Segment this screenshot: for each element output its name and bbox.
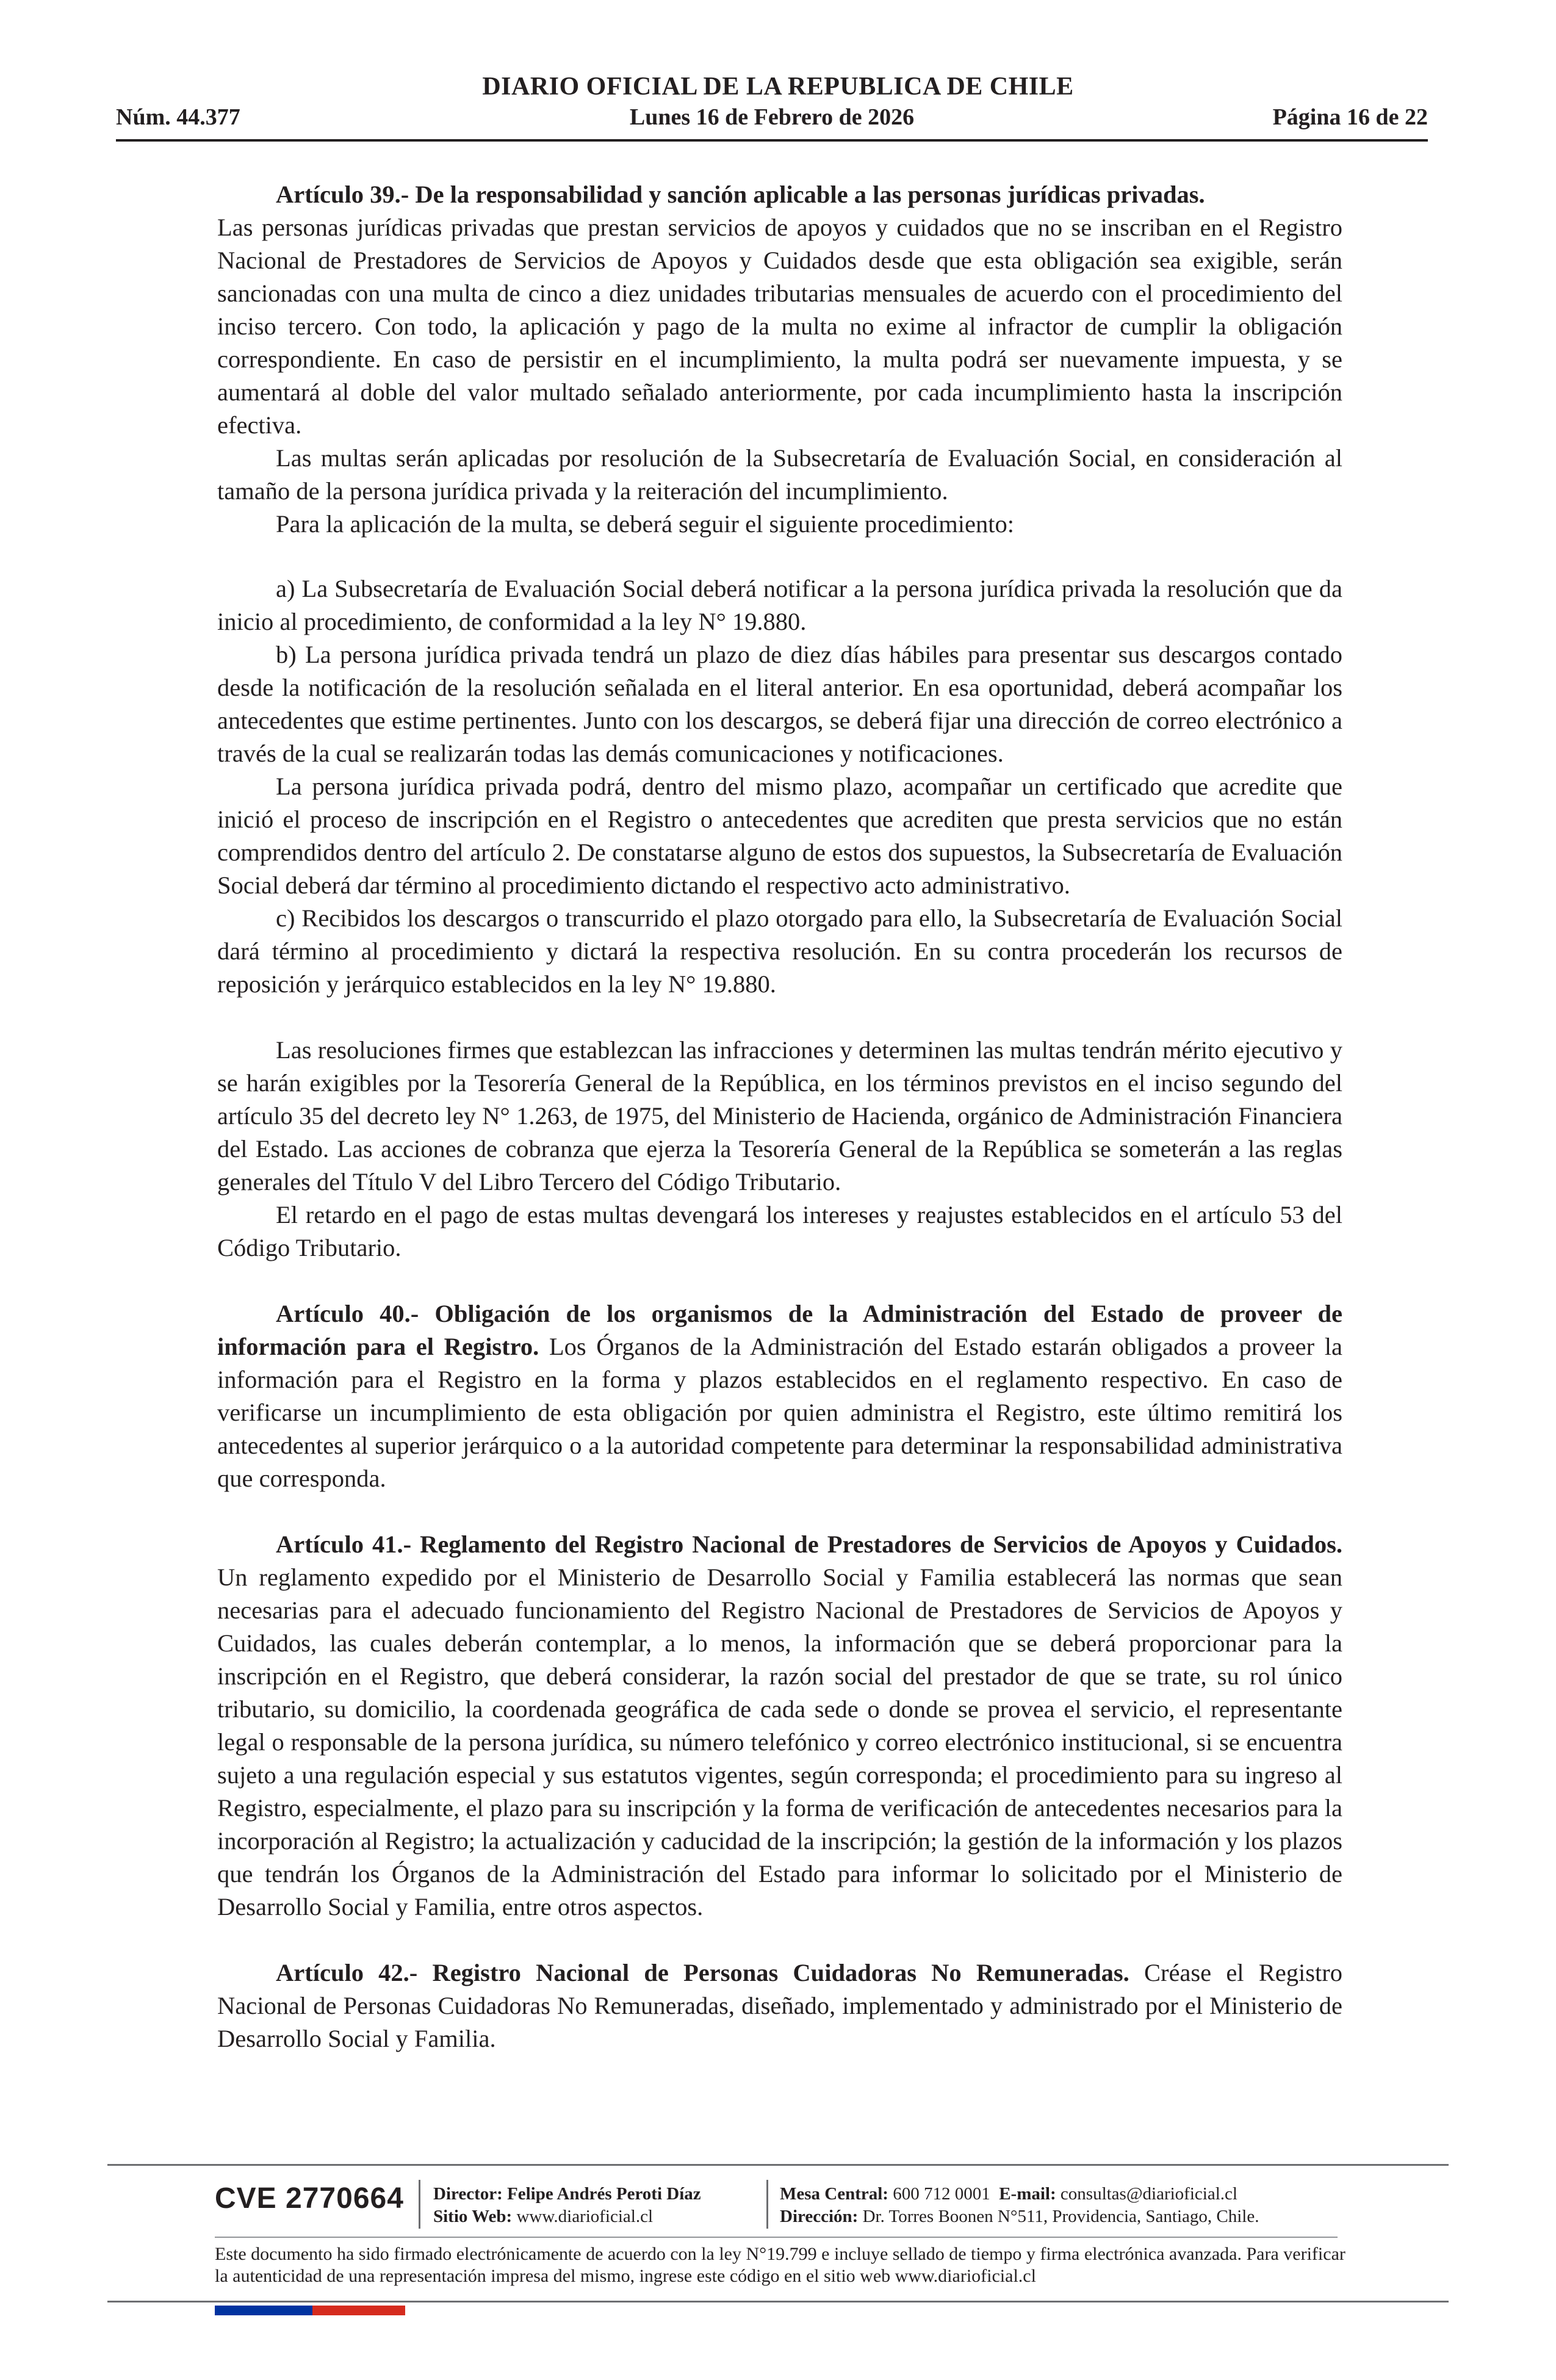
signature-disclaimer: Este documento ha sido firmado electrónicamente de acuerdo con la ley N°19.799 e incluye sellado de tiempo y firma electrónica avanzada. Para verificar la autenticidad de una representación impresa del mismo, ingrese este código en el sitio web www.diarioficial.cl [215, 2244, 1345, 2286]
footer-director-block [433, 2183, 701, 2228]
article-41-body: Un reglamento expedido por el Ministerio de Desarrollo Social y Familia establecerá las normas que sean necesarias para el adecuado funcionamiento del Registro Nacional de Prestadores de Servicios de Apoyos y Cuidados, las cuales deberán contemplar, a lo menos, la información que se deberá proporcionar para la inscripción en el Registro, que deberá considerar, la razón social del prestador de que se trate, su rol único tributario, su domicilio, la coordenada geográfica de cada sede o donde se provea el servicio, el representante legal o responsable de la persona jurídica, su número telefónico y correo electrónico institucional, si se encuentra sujeto a una regulación especial y sus estatutos vigentes, según corresponda; el procedimiento para su ingreso al Registro, especialmente, el plazo para su inscripción y la forma de verificación de antecedentes necesarios para la incorporación al Registro; la actualización y caducidad de la inscripción; la gestión de la información y los plazos que tendrán los Órganos de la Administración del Estado para informar lo solicitado por el Ministerio de Desarrollo Social y Familia, entre otros aspectos. [217, 1563, 1342, 1920]
spacer [217, 541, 1342, 572]
article-39-paragraph-3: Para la aplicación de la multa, se deberá seguir el siguiente procedimiento: [276, 510, 1015, 538]
article-40 [217, 1297, 1342, 1495]
article-40-body: Los Órganos de la Administración del Estado estarán obligados a proveer la información para el Registro en la forma y plazos establecidos en el reglamento respectivo. En caso de verificarse un incumplimiento de esta obligación por quien administra el Registro, este último remitirá los antecedentes al superior jerárquico o a la autoridad competente para determinar la responsabilidad administrativa que corresponda. [217, 1333, 1342, 1492]
article-39 [217, 178, 1342, 211]
article-41-heading: Artículo 41.- Reglamento del Registro Nacional de Prestadores de Servicios de Apoyos y Cuidados. [276, 1531, 1342, 1558]
director-name: Felipe Andrés Peroti Díaz [507, 2184, 701, 2204]
footer-inner-divider [215, 2237, 1338, 2238]
issue-date: Lunes 16 de Febrero de 2026 [629, 104, 915, 130]
article-42 [217, 1956, 1342, 2055]
article-39-item-b: b) La persona jurídica privada tendrá un plazo de diez días hábiles para presentar sus descargos contado desde la notificación de la resolución señalada en el literal anterior. En esa oportunidad, deberá acompañar los antecedentes que estime pertinentes. Junto con los descargos, se deberá fijar una dirección de correo electrónico a través de la cual se realizarán todas las demás comunicaciones y notificaciones. [217, 641, 1342, 767]
spacer [217, 1924, 1342, 1956]
article-39-item-a: a) La Subsecretaría de Evaluación Social deberá notificar a la persona jurídica privada la resolución que da inicio al procedimiento, de conformidad a la ley N° 19.880. [217, 575, 1342, 635]
bottom-divider [107, 2301, 1449, 2302]
publication-title: DIARIO OFICIAL DE LA REPUBLICA DE CHILE [482, 73, 1074, 101]
flag-stripe-red [312, 2306, 405, 2315]
article-41 [217, 1528, 1342, 1924]
article-42-heading: Artículo 42.- Registro Nacional de Personas Cuidadoras No Remuneradas. [276, 1959, 1129, 1986]
spacer [217, 1001, 1342, 1034]
address: Dr. Torres Boonen N°511, Providencia, Santiago, Chile. [862, 2207, 1259, 2226]
footer-contact-block [780, 2183, 1259, 2228]
flag-stripe-blue [215, 2306, 312, 2315]
phone-label: Mesa Central: [780, 2184, 888, 2204]
director-label: Director: [433, 2184, 503, 2204]
article-39-paragraph-4: Las resoluciones firmes que establezcan las infracciones y determinen las multas tendrán mérito ejecutivo y se harán exigibles por la Tesorería General de la República, en los términos previstos en el inciso segundo del artículo 35 del decreto ley N° 1.263, de 1975, del Ministerio de Hacienda, orgánico de Administración Financiera del Estado. Las acciones de cobranza que ejerza la Tesorería General de la República se someterán a las reglas generales del Título V del Libro Tercero del Código Tributario. [217, 1036, 1342, 1195]
email-link[interactable]: consultas@diarioficial.cl [1060, 2184, 1237, 2204]
article-42-body: Créase el Registro Nacional de Personas Cuidadoras No Remuneradas, diseñado, implementado y administrado por el Ministerio de Desarrollo Social y Familia. [217, 1959, 1342, 2052]
spacer [217, 1495, 1342, 1528]
website-label: Sitio Web: [433, 2207, 513, 2226]
footer-separator [766, 2180, 768, 2229]
article-40-heading: Artículo 40.- Obligación de los organismos de la Administración del Estado de proveer de información para el Registro. [217, 1300, 1342, 1360]
website-link[interactable]: www.diarioficial.cl [516, 2207, 654, 2226]
article-39-paragraph-1: Las personas jurídicas privadas que prestan servicios de apoyos y cuidados que no se inscriban en el Registro Nacional de Prestadores de Servicios de Apoyos y Cuidados desde que esta obligación sea exigible, serán sancionadas con una multa de cinco a diez unidades tributarias mensuales de acuerdo con el procedimiento del inciso tercero. Con todo, la aplicación y pago de la multa no exime al infractor de cumplir la obligación correspondiente. En caso de persistir en el incumplimiento, la multa podrá ser nuevamente impuesta, y se aumentará al doble del valor multado señalado anteriormente, por cada incumplimiento hasta la inscripción efectiva. [217, 214, 1342, 439]
article-39-item-b-continued: La persona jurídica privada podrá, dentro del mismo plazo, acompañar un certificado que acredite que inició el proceso de inscripción en el Registro o antecedentes que acrediten que presta servicios que no están comprendidos dentro del artículo 2. De constatarse alguno de estos dos supuestos, la Subsecretaría de Evaluación Social deberá dar término al procedimiento dictando el respectivo acto administrativo. [217, 773, 1342, 899]
header-divider [116, 139, 1428, 142]
address-label: Dirección: [780, 2207, 859, 2226]
document-body [217, 178, 1342, 2055]
article-39-paragraph-2: Las multas serán aplicadas por resolución de la Subsecretaría de Evaluación Social, en consideración al tamaño de la persona jurídica privada y la reiteración del incumplimiento. [217, 444, 1342, 505]
phone-number: 600 712 0001 [893, 2184, 990, 2204]
article-39-paragraph-5: El retardo en el pago de estas multas devengará los intereses y reajustes establecidos en el artículo 53 del Código Tributario. [217, 1201, 1342, 1261]
footer-separator [419, 2180, 420, 2229]
email-label: E-mail: [999, 2184, 1056, 2204]
spacer [217, 1264, 1342, 1297]
article-39-item-c: c) Recibidos los descargos o transcurrido el plazo otorgado para ello, la Subsecretaría de Evaluación Social dará término al procedimiento y dictará la respectiva resolución. En su contra procederán los recursos de reposición y jerárquico establecidos en la ley N° 19.880. [217, 904, 1342, 998]
page-number: Página 16 de 22 [1272, 104, 1428, 130]
article-39-heading: Artículo 39.- De la responsabilidad y sanción aplicable a las personas jurídicas privadas. [276, 181, 1205, 208]
issue-number: Núm. 44.377 [116, 104, 240, 130]
cve-code: CVE 2770664 [215, 2182, 404, 2215]
footer-divider [107, 2164, 1449, 2166]
